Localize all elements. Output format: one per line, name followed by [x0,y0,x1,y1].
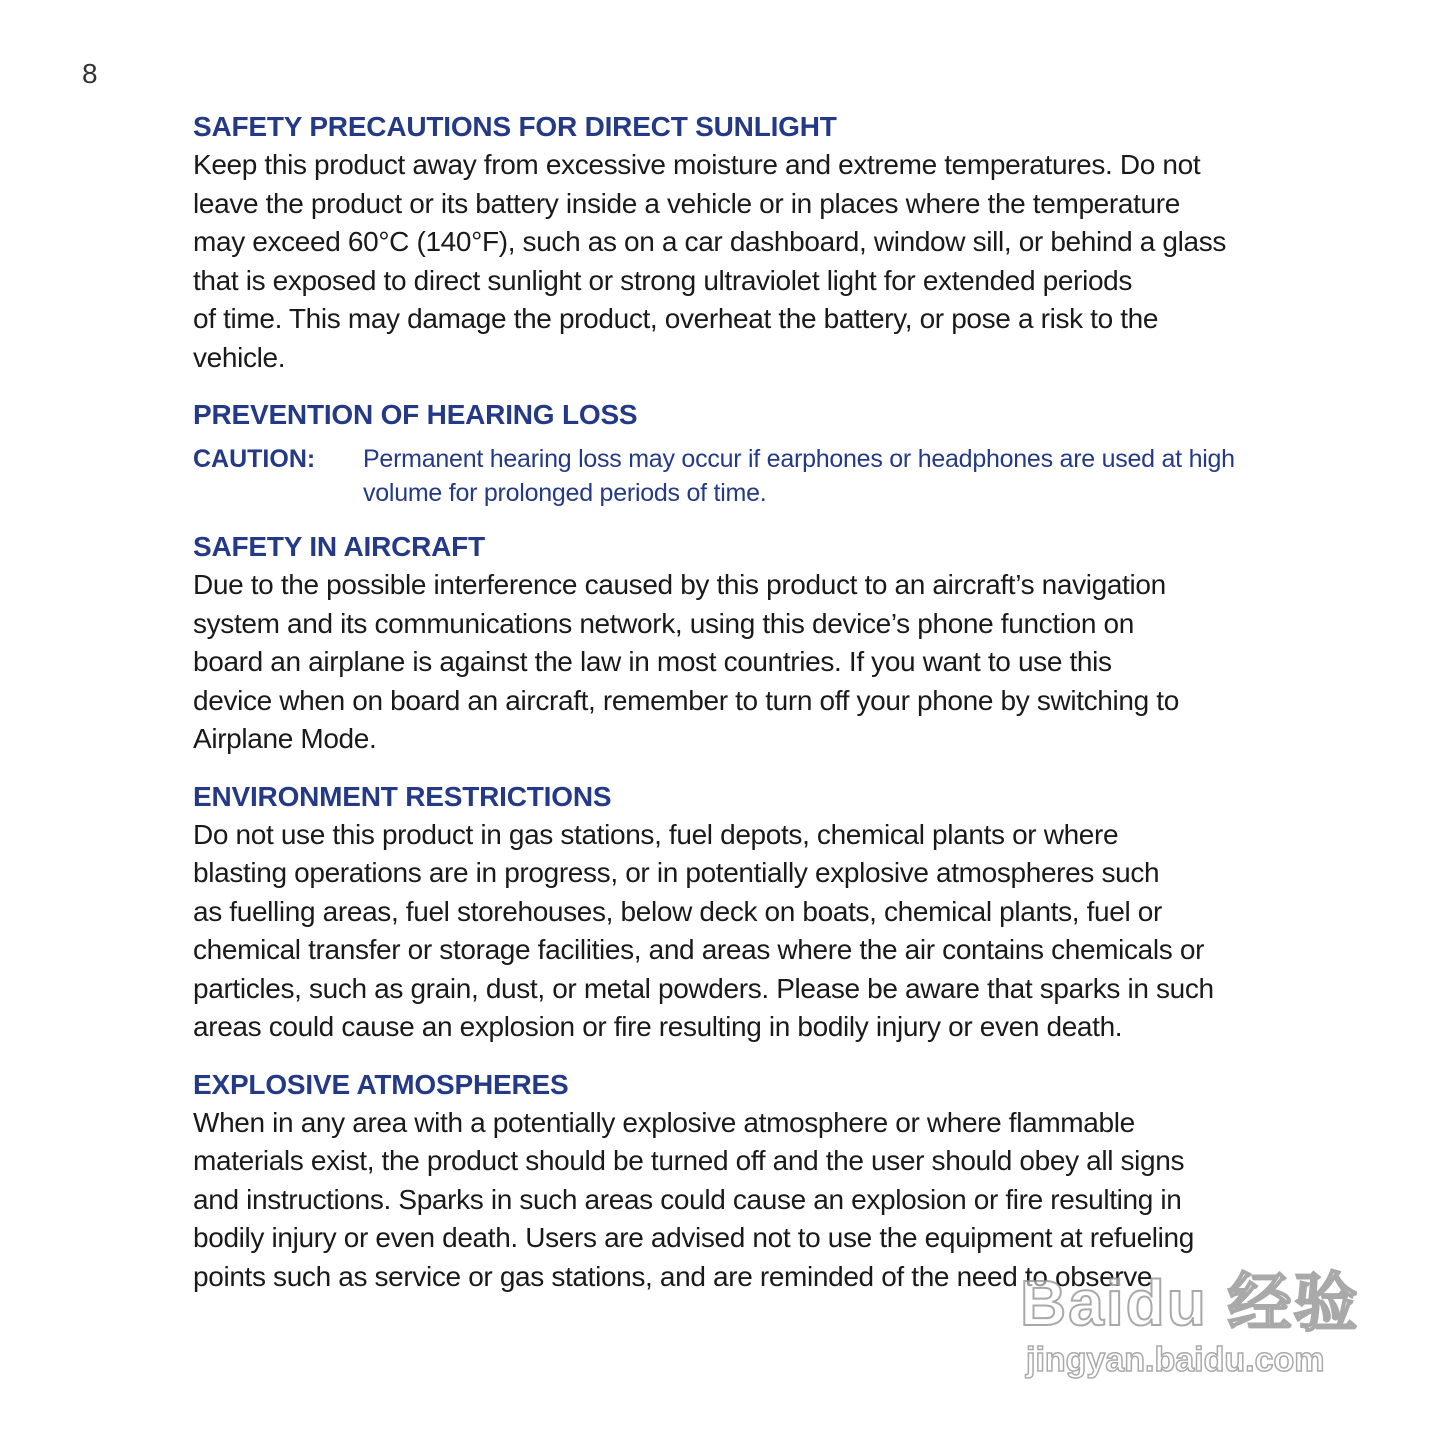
text-line: Permanent hearing loss may occur if earphones or headphones are used at high [363,445,1235,473]
section-explosive-atmospheres [193,1066,1308,1297]
section-aircraft [193,528,1308,759]
section-heading: SAFETY IN AIRCRAFT [193,531,485,562]
page-number: 8 [82,58,98,89]
section-heading: ENVIRONMENT RESTRICTIONS [193,780,612,812]
text-line: system and its communications network, using this device’s phone function on [193,607,1134,639]
text-line: of time. This may damage the product, overheat the battery, or pose a risk to the [193,303,1159,334]
text-line: materials exist, the product should be turned off and the user should obey all signs [193,1145,1185,1176]
text-line: Airplane Mode. [193,723,377,754]
text-line: vehicle. [193,341,286,373]
text-line: as fuelling areas, fuel storehouses, below deck on boats, chemical plants, fuel or [193,895,1162,927]
section-environment-restrictions [193,778,1308,1047]
text-line: When in any area with a potentially explosive atmosphere or where flammable [193,1106,1135,1138]
watermark-url: jingyan.baidu.com [1026,1341,1325,1379]
caution-note [193,442,1308,510]
section-body [193,816,1308,1047]
caution-label: CAUTION: [193,445,316,473]
text-line: Do not use this product in gas stations, fuel depots, chemical plants or where [193,818,1119,850]
text-line: may exceed 60°C (140°F), such as on a car dashboard, window sill, or behind a glass [193,226,1227,257]
watermark-logo-text: Baidu 经验 [1020,1267,1360,1339]
text-line: particles, such as grain, dust, or metal powders. Please be aware that sparks in such [193,972,1214,1004]
text-line: that is exposed to direct sunlight or strong ultraviolet light for extended periods [193,264,1133,296]
section-body [193,1104,1308,1297]
text-line: Keep this product away from excessive moisture and extreme temperatures. Do not [193,149,1201,180]
text-line: board an airplane is against the law in most countries. If you want to use this [193,646,1112,677]
caution-text [363,442,1308,510]
text-line: volume for prolonged periods of time. [363,479,767,507]
section-body [193,566,1308,759]
section-body [193,146,1308,377]
section-hearing-loss [193,396,1308,510]
text-line: areas could cause an explosion or fire resulting in bodily injury or even death. [193,1011,1123,1042]
text-line: blasting operations are in progress, or in potentially explosive atmospheres such [193,857,1160,888]
text-line: leave the product or its battery inside a vehicle or in places where the temperature [193,187,1180,219]
text-line: Due to the possible interference caused by this product to an aircraft’s navigation [193,569,1166,600]
text-line: device when on board an aircraft, remember to turn off your phone by switching to [193,684,1179,716]
section-direct-sunlight [193,108,1308,377]
document-content [193,108,1308,1296]
section-heading: PREVENTION OF HEARING LOSS [193,399,638,430]
text-line: and instructions. Sparks in such areas could cause an explosion or fire resulting in [193,1183,1182,1215]
text-line: bodily injury or even death. Users are advised not to use the equipment at refueling [193,1222,1194,1253]
text-line: points such as service or gas stations, and are reminded of the need to observe [193,1260,1153,1292]
text-line: chemical transfer or storage facilities, and areas where the air contains chemicals or [193,934,1205,965]
section-heading: SAFETY PRECAUTIONS FOR DIRECT SUNLIGHT [193,111,837,142]
section-heading: EXPLOSIVE ATMOSPHERES [193,1068,569,1100]
